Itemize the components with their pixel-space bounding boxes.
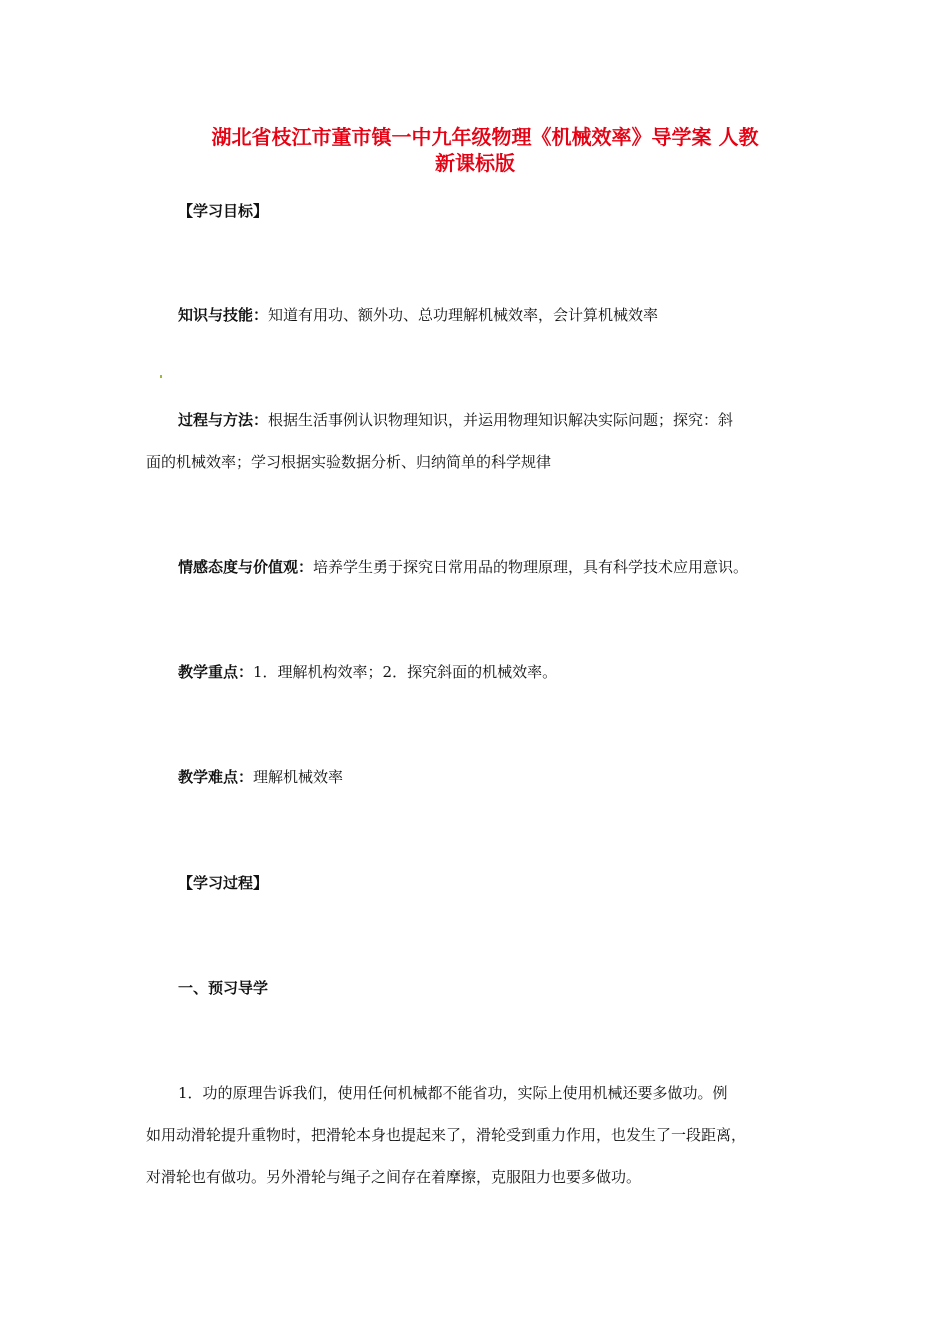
emotion-values-line [178,557,748,577]
teaching-focus-label: 教学重点： [178,663,254,681]
document-title-line-2: 新课标版 [435,151,515,175]
paragraph-1-line-3: 对滑轮也有做功。另外滑轮与绳子之间存在着摩擦，克服阻力也要多做功。 [146,1168,642,1186]
process-methods-label: 过程与方法： [178,411,269,429]
speck-mark [160,375,162,378]
process-methods-text-2: 面的机械效率；学习根据实验数据分析、归纳简单的科学规律 [146,453,552,471]
teaching-focus-text: 1．理解机构效率；2．探究斜面的机械效率。 [253,663,558,681]
emotion-values-label: 情感态度与价值观： [178,558,314,576]
knowledge-skills-text: 知道有用功、额外功、总功理解机械效率，会计算机械效率 [268,306,659,324]
process-methods-text-1: 根据生活事例认识物理知识，并运用物理知识解决实际问题；探究：斜 [268,411,734,429]
teaching-difficulty-text: 理解机械效率 [253,768,344,786]
teaching-difficulty-label: 教学难点： [178,768,254,786]
document-title-line-1: 湖北省枝江市董市镇一中九年级物理《机械效率》导学案 人教 [211,125,759,149]
learning-goals-header: 【学习目标】 [178,202,269,220]
paragraph-1-line-2: 如用动滑轮提升重物时，把滑轮本身也提起来了，滑轮受到重力作用，也发生了一段距离， [146,1126,747,1144]
teaching-focus-line [178,662,557,682]
teaching-difficulty-line [178,767,343,787]
knowledge-skills-label: 知识与技能： [178,306,269,324]
learning-process-header: 【学习过程】 [178,874,269,892]
emotion-values-text: 培养学生勇于探究日常用品的物理原理，具有科学技术应用意识。 [313,558,749,576]
preview-guide-header: 一、预习导学 [178,979,269,997]
process-methods-line [178,410,733,430]
paragraph-1-line-1: 1．功的原理告诉我们，使用任何机械都不能省功，实际上使用机械还要多做功。例 [178,1084,728,1102]
knowledge-skills-line [178,305,658,325]
